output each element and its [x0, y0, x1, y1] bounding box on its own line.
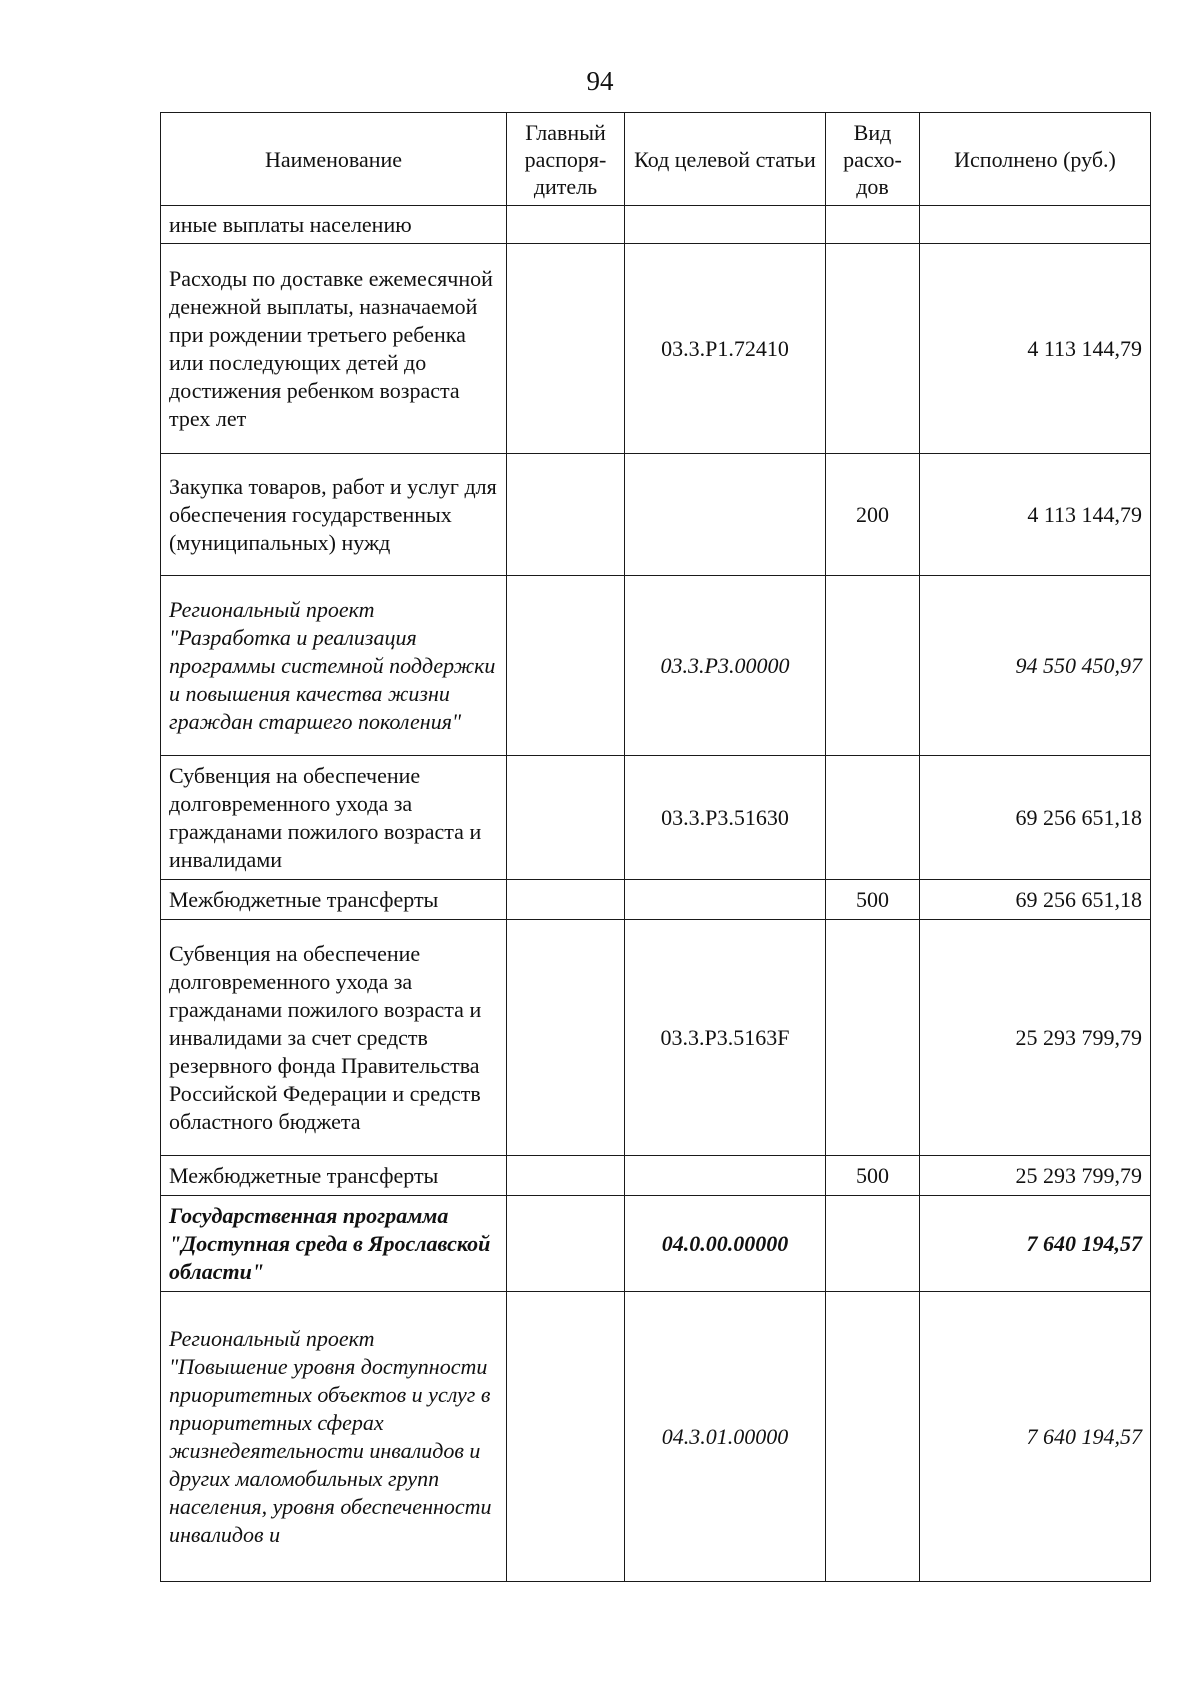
table-row: [161, 880, 1151, 920]
row-admin: [507, 576, 625, 756]
header-name: Наименование: [161, 113, 507, 206]
row-admin: [507, 1292, 625, 1582]
row-type: 500: [826, 1156, 920, 1196]
table-header-row: [161, 113, 1151, 206]
row-name: Межбюджетные трансферты: [161, 880, 507, 920]
row-admin: [507, 1156, 625, 1196]
row-amount: 7 640 194,57: [920, 1292, 1151, 1582]
row-code: 04.3.01.00000: [625, 1292, 826, 1582]
row-type: [826, 1196, 920, 1292]
row-code: 03.3.P3.51630: [625, 756, 826, 880]
row-name: Закупка товаров, работ и услуг для обеспечения государственных (муниципальных) нужд: [161, 454, 507, 576]
table-row: [161, 576, 1151, 756]
row-code: [625, 1156, 826, 1196]
table-row: [161, 244, 1151, 454]
page-number: 94: [586, 66, 614, 96]
row-code: 04.0.00.00000: [625, 1196, 826, 1292]
table-row: [161, 756, 1151, 880]
row-code: [625, 880, 826, 920]
budget-execution-table: [160, 112, 1151, 1582]
row-code: 03.3.P1.72410: [625, 244, 826, 454]
row-admin: [507, 756, 625, 880]
row-name: иные выплаты населению: [161, 206, 507, 244]
row-name: Межбюджетные трансферты: [161, 1156, 507, 1196]
table-row: [161, 920, 1151, 1156]
row-amount: 94 550 450,97: [920, 576, 1151, 756]
row-amount: 4 113 144,79: [920, 454, 1151, 576]
row-admin: [507, 244, 625, 454]
row-type: [826, 206, 920, 244]
row-name: Расходы по доставке ежемесячной денежной выплаты, назначаемой при рождении третьего ребенка или последующих детей до достижения ребенком возраста трех лет: [161, 244, 507, 454]
row-type: [826, 1292, 920, 1582]
row-amount: 7 640 194,57: [920, 1196, 1151, 1292]
row-type: [826, 576, 920, 756]
row-type: [826, 244, 920, 454]
row-amount: 69 256 651,18: [920, 880, 1151, 920]
row-code: 03.3.P3.5163F: [625, 920, 826, 1156]
row-amount: 25 293 799,79: [920, 920, 1151, 1156]
table-row: [161, 1196, 1151, 1292]
row-admin: [507, 454, 625, 576]
row-type: [826, 920, 920, 1156]
row-name: Региональный проект "Повышение уровня доступности приоритетных объектов и услуг в приоритетных сферах жизнедеятельности инвалидов и других маломобильных групп населения, уровня обеспеченности инвалидов и: [161, 1292, 507, 1582]
header-admin: Главный распоря-дитель: [507, 113, 625, 206]
row-type: 500: [826, 880, 920, 920]
table-row: [161, 1156, 1151, 1196]
row-code: 03.3.P3.00000: [625, 576, 826, 756]
row-name: Государственная программа "Доступная среда в Ярославской области": [161, 1196, 507, 1292]
row-type: 200: [826, 454, 920, 576]
header-amount: Исполнено (руб.): [920, 113, 1151, 206]
row-amount: 4 113 144,79: [920, 244, 1151, 454]
row-name: Субвенция на обеспечение долговременного ухода за гражданами пожилого возраста и инвалидами за счет средств резервного фонда Правительства Российской Федерации и средств областного бюджета: [161, 920, 507, 1156]
row-name: Региональный проект "Разработка и реализация программы системной поддержки и повышения качества жизни граждан старшего поколения": [161, 576, 507, 756]
table-row: [161, 206, 1151, 244]
table-row: [161, 454, 1151, 576]
row-code: [625, 454, 826, 576]
row-admin: [507, 880, 625, 920]
row-code: [625, 206, 826, 244]
row-admin: [507, 1196, 625, 1292]
row-amount: [920, 206, 1151, 244]
row-admin: [507, 206, 625, 244]
row-name: Субвенция на обеспечение долговременного ухода за гражданами пожилого возраста и инвалидами: [161, 756, 507, 880]
row-amount: 25 293 799,79: [920, 1156, 1151, 1196]
table-row: [161, 1292, 1151, 1582]
row-amount: 69 256 651,18: [920, 756, 1151, 880]
header-type: Вид расхо-дов: [826, 113, 920, 206]
row-type: [826, 756, 920, 880]
row-admin: [507, 920, 625, 1156]
header-code: Код целевой статьи: [625, 113, 826, 206]
